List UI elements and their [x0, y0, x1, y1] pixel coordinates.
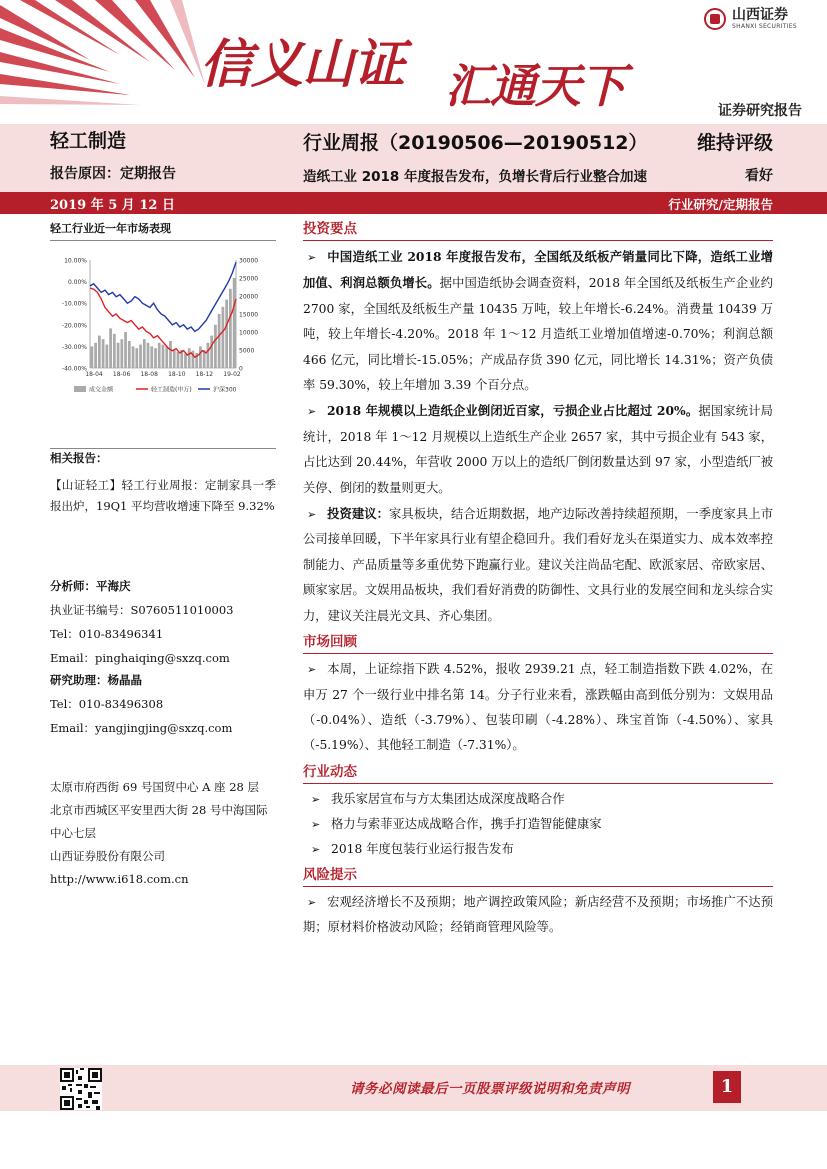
x-tick-label: 18-04: [85, 371, 103, 378]
paragraph-5: [303, 890, 773, 941]
volume-bar: [154, 348, 157, 368]
volume-bar: [165, 346, 168, 368]
volume-bar: [132, 346, 135, 368]
arrow-bullet-icon: ➢: [307, 663, 317, 677]
volume-bar: [233, 278, 236, 368]
volume-bar: [102, 339, 105, 368]
x-tick-label: 19-02: [223, 371, 241, 378]
right-tick-label: 25000: [239, 275, 259, 283]
p4-text: 本周，上证综指下跌 4.52%，报收 2939.21 点，轻工制造指数下跌 4.02%，在申万 27 个一级行业中排名第 14。分子行业来看，涨跌幅由高到低分别为：文娱用品（-0.04%）、造纸（-3.79%）、包装印刷（-4.28%）、珠宝首饰（-4.50%）、家具（-5.19%）、其他轻工制造（-7.31%）。: [303, 662, 773, 753]
paragraph-3: [303, 501, 773, 629]
left-tick-label: -20.00%: [61, 322, 87, 330]
volume-bar: [158, 343, 161, 368]
logo-en-text: SHANXI SECURITIES: [732, 23, 797, 30]
volume-bar: [128, 341, 131, 368]
p1-bold: 中国造纸工业 2018 年度报告发布，全国纸及纸板产销量同比下降，造纸工业增加值、利润总额负增长。: [303, 249, 773, 291]
x-tick-label: 18-10: [168, 371, 186, 378]
report-reason: 报告原因：定期报告: [50, 166, 176, 182]
paragraph-1: [303, 244, 773, 398]
volume-bar: [225, 300, 228, 368]
section-market-review: 市场回顾: [303, 631, 773, 654]
analyst-email[interactable]: Email：pinghaiqing@sxzq.com: [50, 651, 230, 665]
logo-cn-text: 山西证券: [732, 7, 789, 23]
report-kind: 证券研究报告: [718, 103, 802, 119]
section-investment-highlights: 投资要点: [303, 218, 773, 241]
main-content: [303, 218, 773, 941]
right-tick-label: 20000: [239, 293, 259, 301]
company-logo: [704, 8, 797, 30]
volume-bar: [143, 339, 146, 368]
volume-bar: [124, 332, 127, 368]
volume-bar: [222, 307, 225, 368]
right-tick-label: 30000: [239, 257, 259, 265]
volume-bar: [210, 336, 213, 368]
arrow-bullet-icon: ➢: [307, 508, 317, 522]
p1-text: 据中国造纸协会调查资料，2018 年全国纸及纸板生产企业约 2700 家，全国纸及纸板生产量 10435 万吨，较上年增长-6.24%。消费量 10439 万吨，较上年增长-4.20%。2018 年 1～12 月造纸工业增加值增速-0.70%；利润总额 466 亿元，同比增长-15.05%；产成品存货 390 亿元，同比增长 14.31%；资产负债率 59.30%，较上年增加 3.39 个百分点。: [303, 276, 773, 393]
left-tick-label: -30.00%: [61, 343, 87, 351]
slogan-part2: 汇通天下: [445, 59, 625, 113]
arrow-bullet-icon: ➢: [307, 405, 317, 419]
view-rating: 看好: [745, 168, 773, 184]
volume-bar: [117, 343, 120, 368]
x-tick-label: 18-06: [112, 371, 131, 378]
qr-code-icon[interactable]: [60, 1068, 102, 1110]
legend-label: 轻工制造(申万): [151, 386, 192, 394]
arrow-bullet-icon: ➢: [307, 895, 317, 909]
right-tick-label: 10000: [239, 329, 259, 337]
arrow-bullet-icon: ➢: [311, 842, 321, 856]
volume-bar: [229, 289, 232, 368]
company-name: 山西证券股份有限公司: [50, 849, 165, 863]
section-risk-warning: 风险提示: [303, 864, 773, 887]
related-reports-label: 相关报告：: [50, 451, 108, 465]
company-website[interactable]: http://www.i618.com.cn: [50, 872, 189, 886]
section-industry-news: 行业动态: [303, 761, 773, 784]
volume-bar: [218, 314, 221, 368]
assistant-label: 研究助理：杨晶晶: [50, 673, 142, 687]
volume-bar: [91, 346, 94, 368]
right-tick-label: 15000: [239, 311, 259, 319]
legend-swatch: [74, 386, 86, 392]
volume-bar: [139, 345, 142, 368]
chart-title: 轻工行业近一年市场表现: [50, 220, 276, 241]
volume-bar: [150, 346, 153, 368]
p2-bold: 2018 年规模以上造纸企业倒闭近百家，亏损企业占比超过 20%。: [327, 403, 699, 419]
volume-bar: [188, 348, 191, 368]
p5-text: 宏观经济增长不及预期；地产调控政策风险；新店经营不及预期；市场推广不达预期；原材料价格波动风险；经销商管理风险等。: [303, 894, 773, 935]
analyst-label: 分析师：平海庆: [50, 579, 131, 593]
report-title: 行业周报（20190506—20190512）: [303, 132, 648, 154]
report-date: 2019 年 5 月 12 日: [50, 198, 175, 213]
volume-bar: [169, 341, 172, 368]
news-item: ➢ 2018 年度包装行业运行报告发布: [303, 837, 773, 862]
volume-bar: [214, 325, 217, 368]
assistant-tel: Tel：010-83496308: [50, 697, 164, 711]
analyst-license: 执业证书编号：S0760511010003: [50, 603, 234, 617]
series-line-hs300: [90, 262, 236, 331]
left-tick-label: 0.00%: [67, 279, 87, 287]
volume-bar: [199, 346, 202, 368]
industry-name: 轻工制造: [50, 130, 127, 152]
left-tick-label: -10.00%: [61, 300, 87, 308]
volume-bar: [113, 334, 116, 368]
shanxi-securities-logo-icon: [704, 8, 726, 30]
volume-bar: [109, 328, 112, 368]
legend-label: 沪深300: [213, 386, 237, 394]
headline: 造纸工业 2018 年度报告发布，负增长背后行业整合加速: [303, 169, 647, 185]
paragraph-4: [303, 657, 773, 759]
left-tick-label: -40.00%: [61, 365, 87, 373]
left-sidebar: [50, 220, 276, 886]
right-tick-label: 0: [239, 365, 243, 373]
arrow-bullet-icon: ➢: [311, 817, 321, 831]
volume-bar: [207, 343, 210, 368]
volume-bar: [177, 352, 180, 368]
volume-bar: [105, 345, 108, 368]
x-tick-label: 18-08: [140, 371, 158, 378]
volume-bar: [162, 345, 165, 368]
page-number: 1: [713, 1071, 741, 1103]
paragraph-2: [303, 398, 773, 501]
p2-text: 据国家统计局统计，2018 年 1～12 月规模以上造纸生产企业 2657 家，其中亏损企业有 543 家，占比达到 20.44%，年营收 2000 万以上的造纸厂倒闭数量达到 97 家，小型造纸厂被关停、倒闭的数量则更大。: [303, 404, 773, 495]
volume-bar: [173, 350, 176, 368]
p3-text: 家具板块，结合近期数据，地产边际改善持续超预期，一季度家具上市公司接单回暖，下半年家具行业有望企稳回升。我们看好龙头在渠道实力、成本效率控制能力、产品质量等多重优势下跑赢行业。建议关注尚品宅配、欧派家居、帝欧家居、顾家家居。文娱用品板块，我们看好消费的防御性、文具行业的发展空间和龙头综合实力，建议关注晨光文具、齐心集团。: [303, 507, 773, 623]
related-report-link[interactable]: 【山证轻工】轻工行业周报：定制家具一季报出炉，19Q1 平均营收增速下降至 9.32%: [50, 478, 276, 513]
address-beijing: 北京市西城区平安里西大街 28 号中海国际中心七层: [50, 803, 268, 840]
rating: 维持评级: [696, 132, 773, 154]
legend-label: 成交金额: [89, 386, 114, 394]
volume-bar: [94, 343, 97, 368]
disclaimer: 请务必阅读最后一页股票评级说明和免责声明: [350, 1081, 630, 1097]
right-tick-label: 5000: [239, 347, 255, 355]
volume-bar: [98, 336, 101, 368]
volume-bar: [147, 343, 150, 368]
slogan-part1: 信义山证: [200, 34, 405, 95]
arrow-bullet-icon: ➢: [307, 251, 317, 264]
x-tick-label: 18-12: [195, 371, 214, 378]
p3-bold: 投资建议：: [327, 506, 390, 522]
volume-bar: [184, 354, 187, 368]
news-item: ➢ 我乐家居宣布与方太集团达成深度战略合作: [303, 787, 773, 812]
volume-bar: [135, 348, 138, 368]
report-category: 行业研究/定期报告: [668, 197, 773, 212]
address-taiyuan: 太原市府西街 69 号国贸中心 A 座 28 层: [50, 780, 260, 794]
header-banner: [0, 0, 827, 122]
left-tick-label: 10.00%: [64, 257, 87, 265]
arrow-bullet-icon: ➢: [311, 792, 321, 806]
volume-bar: [120, 339, 123, 368]
assistant-email[interactable]: Email：yangjingjing@sxzq.com: [50, 721, 233, 735]
news-item: ➢ 格力与索菲亚达成战略合作，携手打造智能健康家: [303, 812, 773, 837]
analyst-tel: Tel：010-83496341: [50, 627, 164, 641]
market-performance-chart: [50, 240, 276, 445]
